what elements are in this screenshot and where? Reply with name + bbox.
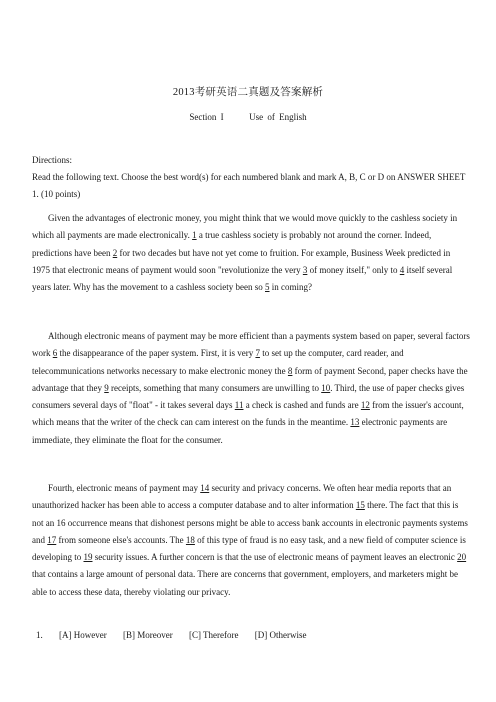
passage-text: from the issuer's account, which means that the writer of the check can cam interest on the funds in the meantime.	[32, 400, 464, 428]
passage-paragraph-2	[32, 328, 470, 449]
blank-number: 1	[192, 230, 197, 241]
passage-text: of this type of fraud is no easy task, and a new field of computer science is developing to	[32, 534, 466, 563]
passage-text: . Third, the use of paper checks gives consumers several days of "float" - it takes several days	[32, 382, 465, 411]
blank-number: 15	[355, 500, 365, 511]
blank-number: 11	[234, 400, 244, 411]
blank-number: 2	[112, 247, 118, 258]
blank-number: 19	[83, 552, 93, 563]
blank-number: 17	[47, 534, 57, 545]
passage-text: security issues. A further concern is that the use of electronic means of payment leaves an electronic	[92, 552, 458, 563]
blank-number: 12	[360, 400, 370, 411]
passage-paragraph-3	[32, 480, 470, 601]
question-number: 1.	[36, 630, 43, 640]
blank-number: 13	[350, 417, 360, 428]
passage-text: to set up the computer, card reader, and telecommunications networks necessary to make electronic money the	[32, 348, 404, 376]
passage-text: Given the advantages of electronic money, you might think that we would move quickly to the cashless society in which all payments are made electronically.	[32, 213, 458, 241]
passage-text: of money itself," only to	[307, 264, 400, 275]
passage-text: itself several years later. Why has the movement to a cashless society been so	[32, 264, 453, 293]
passage-text: Although electronic means of payment may be more efficient than a payments system based on paper, several factors work	[32, 331, 470, 359]
passage-text: from someone else's accounts. The	[56, 534, 186, 545]
passage-text: the disappearance of the paper system. First, it is very	[57, 348, 256, 359]
blank-number: 20	[457, 552, 467, 563]
blank-number: 10	[321, 382, 331, 393]
passage-text: for two decades but have not yet come to fruition. For example, Business Week predicted in 1975 that electronic means of payment would soon "revolutionize the very	[32, 247, 451, 275]
blank-number: 4	[399, 264, 405, 275]
passage-text: Fourth, electronic means of payment may	[48, 483, 201, 493]
passage-text: security and privacy concerns. We often hear media reports that an unauthorized hacker has been able to access a computer database and to alter information	[32, 483, 452, 511]
directions-text: Read the following text. Choose the best word(s) for each numbered blank and mark A, B, C or D on ANSWER SHEET 1. (10 points)	[32, 172, 466, 200]
blank-number: 14	[200, 483, 210, 493]
option-d[interactable]: [D] Otherwise	[254, 630, 307, 640]
passage-text: a check is cashed and funds are	[243, 400, 361, 411]
passage-text: a true cashless society is probably not around the corner. Indeed, predictions have been	[32, 230, 432, 258]
directions-block	[32, 152, 470, 204]
passage-text: receipts, something that many consumers are unwilling to	[108, 382, 322, 393]
question-1-options	[36, 630, 321, 640]
blank-number: 18	[185, 534, 195, 545]
passage-text: there. The fact that this is not an 16 occurrence means that dishonest persons might be able to access bank accounts in electronic payments systems and	[32, 500, 468, 545]
passage-text: form of payment Second, paper checks have the advantage that they	[32, 365, 468, 393]
passage-text: that contains a large amount of personal data. There are concerns that government, employers, and marketers might be able to access these data, thereby violating our privacy.	[32, 569, 459, 597]
option-c[interactable]: [C] Therefore	[188, 630, 239, 640]
blank-number: 9	[104, 382, 109, 393]
passage-text: in coming?	[269, 282, 313, 293]
blank-number: 8	[287, 365, 293, 376]
blank-number: 5	[265, 282, 270, 293]
passage-paragraph-1	[32, 210, 470, 296]
section-heading: Section I Use of English	[189, 112, 307, 122]
passage-text: electronic payments are immediate, they eliminate the float for the consumer.	[32, 417, 448, 445]
option-b[interactable]: [B] Moreover	[122, 630, 173, 640]
option-a[interactable]: [A] However	[59, 630, 107, 640]
page-title: 2013考研英语二真题及答案解析	[172, 87, 324, 98]
blank-number: 7	[255, 348, 260, 359]
directions-label: Directions:	[32, 155, 72, 165]
blank-number: 6	[52, 348, 58, 359]
blank-number: 3	[302, 264, 308, 275]
